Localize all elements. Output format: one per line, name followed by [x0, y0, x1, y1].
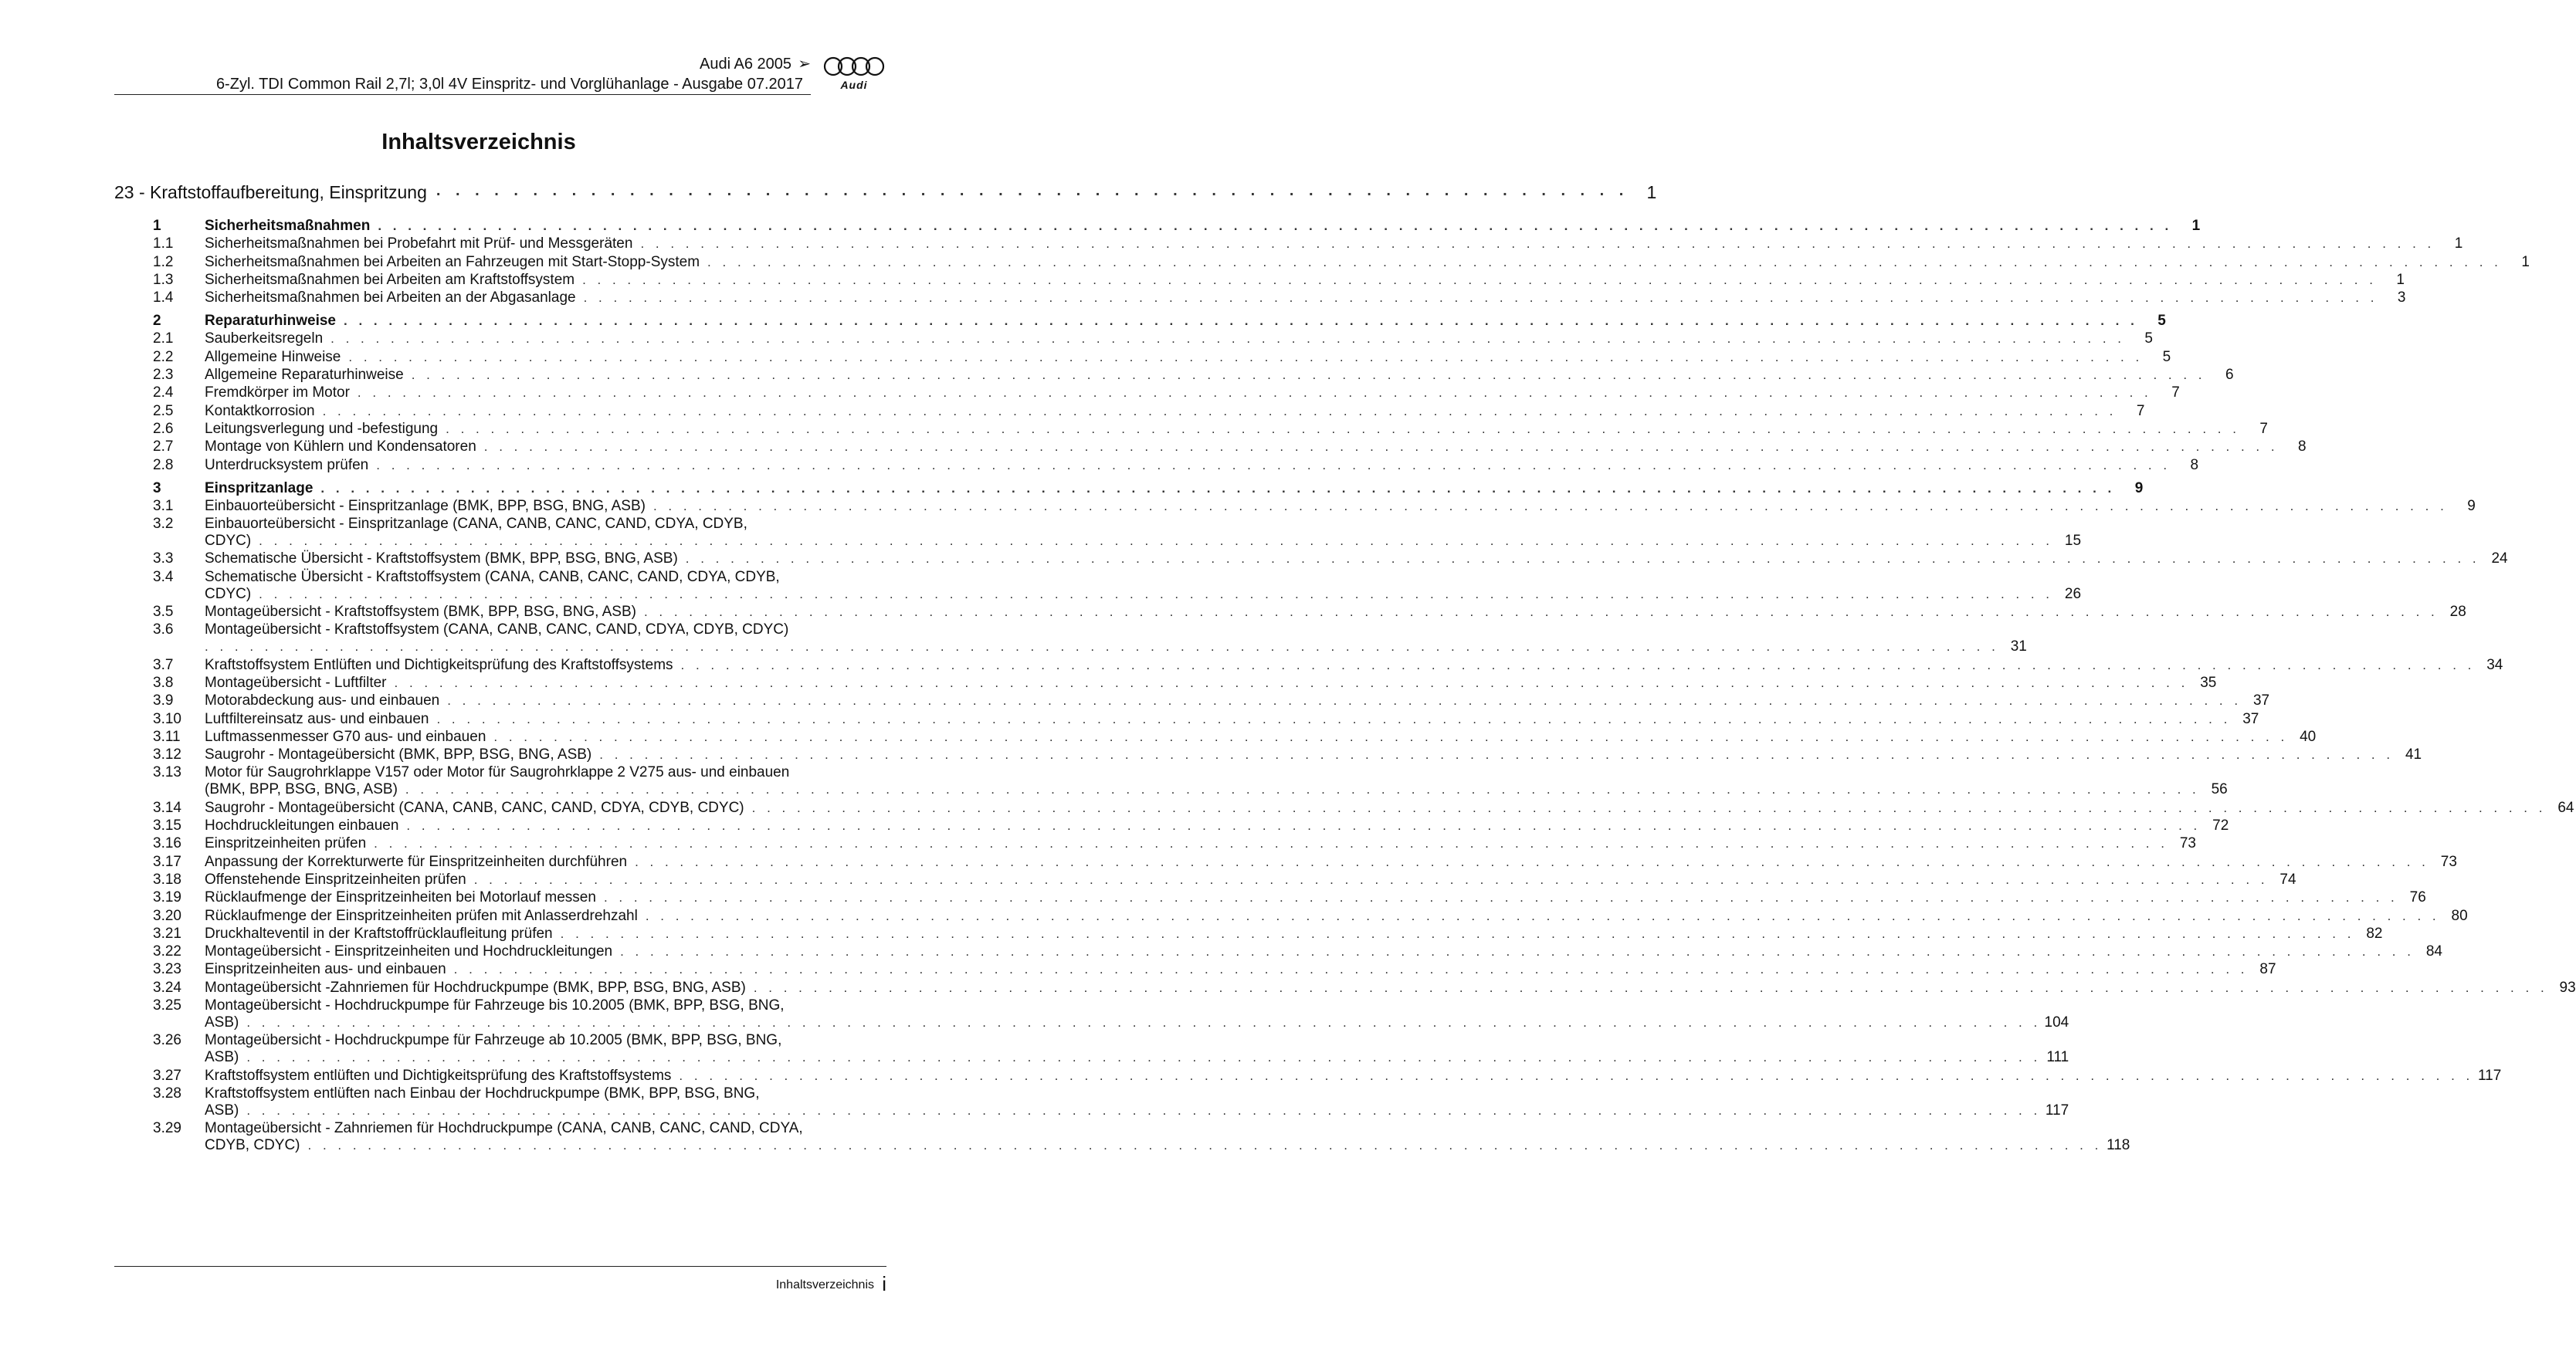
toc-entry[interactable] — [114, 1085, 2069, 1119]
toc-entry[interactable] — [114, 384, 2180, 401]
entry-page: 34 — [2486, 656, 2503, 673]
entry-number: 3.6 — [153, 621, 174, 638]
footer-label: Inhaltsverzeichnis — [775, 1278, 874, 1291]
entry-title: Saugrohr - Montageübersicht (BMK, BPP, BSG, BNG, ASB) — [205, 746, 592, 763]
toc-entry[interactable] — [114, 871, 2296, 889]
entry-title: Montageübersicht - Einspritzeinheiten und Hochdruckleitungen — [205, 943, 613, 960]
entry-number: 2.4 — [153, 384, 174, 401]
entry-number: 3.29 — [153, 1120, 181, 1137]
entry-title: Allgemeine Reparaturhinweise — [205, 367, 404, 384]
leader-dots: . . . . . . . . . . . . . . . . . . . . . . . . . . . . . . . . . . . . . . . . . . . . . . . . . . . . . . . . . . . . . . . . . . . . . . . . . . . . . . . . . . . . . . . . . . . . . . . . . . . . . . . . . . . . . . . . . . . . . . . . — [473, 872, 2269, 887]
toc-entry[interactable] — [114, 604, 2466, 621]
leader-dots: . . . . . . . . . . . . . . . . . . . . . . . . . . . . . . . . . . . . . . . . . . . . . . . . . . . . . . . . . . . . . . — [436, 182, 1629, 199]
entry-title: CDYB, CDYC) — [205, 1137, 300, 1154]
entry-title: Unterdrucksystem prüfen — [205, 456, 369, 473]
entry-page: 15 — [2064, 533, 2082, 550]
audi-logo — [822, 56, 886, 99]
entry-title: Montageübersicht - Kraftstoffsystem (BMK, BPP, BSG, BNG, ASB) — [205, 604, 636, 621]
toc-entry[interactable] — [114, 799, 2574, 817]
entry-number: 3.4 — [153, 568, 174, 585]
entry-number: 3.8 — [153, 674, 174, 691]
toc-entry[interactable] — [114, 289, 2406, 306]
entry-page: 3 — [2397, 289, 2406, 306]
leader-dots: . . . . . . . . . . . . . . . . . . . . . . . . . . . . . . . . . . . . . . . . . . . . . . . . . . . . . . . . . . . . . . . . . . . . . . . . . . . . . . . . . . . . . . . . . . . . . . . . . . . . . . . . . . . . . . . . . . . . . . . . — [635, 854, 2429, 869]
toc-entry[interactable] — [114, 438, 2307, 455]
toc-entries — [114, 218, 2576, 1154]
entry-title: Schematische Übersicht - Kraftstoffsystem (BMK, BPP, BSG, BNG, ASB) — [205, 550, 678, 567]
entry-number: 3.17 — [153, 853, 181, 870]
entry-page: 80 — [2451, 907, 2468, 924]
entry-title: Kraftstoffsystem Entlüften und Dichtigkeitsprüfung des Kraftstoffsystems — [205, 656, 673, 673]
entry-number: 1.3 — [153, 271, 174, 288]
toc-section[interactable] — [114, 218, 2201, 235]
entry-page: 1 — [2454, 235, 2463, 252]
toc-entry[interactable] — [114, 550, 2508, 567]
leader-dots: . . . . . . . . . . . . . . . . . . . . . . . . . . . . . . . . . . . . . . . . . . . . . . . . . . . . . . . . . . . . . . . . . . . . . . . . . . . . . . . . . . . . . . . . . . . . . . . . . . . . . . . . . . . . . . . . . . . . . . . . — [446, 421, 2240, 436]
entry-number: 1.1 — [153, 235, 174, 252]
entry-page: 74 — [2279, 871, 2296, 888]
entry-number: 2 — [153, 313, 161, 330]
entry-number: 3.24 — [153, 979, 181, 996]
entry-number: 2.5 — [153, 402, 174, 419]
chapter-page: 1 — [1646, 182, 1657, 202]
leader-dots: . . . . . . . . . . . . . . . . . . . . . . . . . . . . . . . . . . . . . . . . . . . . . . . . . . . . . . . . . . . . . . . . . . . . . . . . . . . . . . . . . . . . . . . . . . . . . . . . . . . . . . . . . . . . . . . . . . . . . . . . — [582, 272, 2377, 287]
toc-entry[interactable] — [114, 621, 2027, 655]
entry-title: Kraftstoffsystem entlüften und Dichtigkeitsprüfung des Kraftstoffsystems — [205, 1067, 672, 1084]
entry-page: 84 — [2425, 943, 2442, 960]
entry-page: 8 — [2298, 438, 2307, 455]
entry-title-line: Kraftstoffsystem entlüften nach Einbau der Hochdruckpumpe (BMK, BPP, BSG, BNG, — [205, 1085, 760, 1102]
entry-title: Druckhalteventil in der Kraftstoffrücklaufleitung prüfen — [205, 925, 553, 942]
footer-rule — [114, 1266, 886, 1267]
audi-wordmark: Audi — [840, 79, 868, 91]
entry-page: 117 — [2045, 1102, 2069, 1119]
entry-page: 73 — [2440, 853, 2457, 870]
entry-page: 26 — [2064, 585, 2082, 602]
entry-title: Einspritzeinheiten prüfen — [205, 835, 367, 852]
table-of-contents — [114, 182, 2576, 1154]
entry-title: Sicherheitsmaßnahmen bei Arbeiten am Kraftstoffsystem — [205, 271, 575, 288]
leader-dots: . . . . . . . . . . . . . . . . . . . . . . . . . . . . . . . . . . . . . . . . . . . . . . . . . . . . . . . . . . . . . . . . . . . . . . . . . . . . . . . . . . . . . . . . . . . . . . . . . . . . . . . . . . . . . . . . . . . . . . . . — [453, 962, 2249, 977]
leader-dots: . . . . . . . . . . . . . . . . . . . . . . . . . . . . . . . . . . . . . . . . . . . . . . . . . . . . . . . . . . . . . . . . . . . . . . . . . . . . . . . . . . . . . . . . . . . . . . . . . . . . . . . . . . . . . . . . . . . . . . . . — [406, 818, 2201, 834]
entry-page: 87 — [2259, 961, 2276, 978]
leader-dots: . . . . . . . . . . . . . . . . . . . . . . . . . . . . . . . . . . . . . . . . . . . . . . . . . . . . . . . . . . . . . . . . . . . . . . . . . . . . . . . . . . . . . . . . . . . . . . . . . . . . . . . . . . . . . . . . . . . . . . . . — [322, 403, 2117, 418]
entry-number: 3.7 — [153, 656, 174, 673]
toc-entry[interactable] — [114, 235, 2463, 252]
entry-number: 3.26 — [153, 1032, 181, 1049]
entry-title: Montage von Kühlern und Kondensatoren — [205, 438, 476, 455]
toc-entry[interactable] — [114, 710, 2259, 728]
leader-dots: . . . . . . . . . . . . . . . . . . . . . . . . . . . . . . . . . . . . . . . . . . . . . . . . . . . . . . . . . . . . . . . . . . . . . . . . . . . . . . . . . . . . . . . . . . . . . . . . . . . . . . . . . . . . . . . . . . . . . . . . — [483, 439, 2279, 455]
toc-entry[interactable] — [114, 853, 2457, 871]
entry-number: 2.8 — [153, 456, 174, 473]
entry-title: Kontaktkorrosion — [205, 402, 315, 419]
toc-entry[interactable] — [114, 979, 2576, 997]
entry-title: Sicherheitsmaßnahmen bei Arbeiten an der Abgasanlage — [205, 289, 576, 306]
entry-number: 3.16 — [153, 835, 181, 852]
entry-title: CDYC) — [205, 533, 252, 550]
toc-entry[interactable] — [114, 1067, 2502, 1085]
entry-title-line: Schematische Übersicht - Kraftstoffsystem (CANA, CANB, CANC, CAND, CDYA, CDYB, — [205, 568, 780, 585]
entry-title: Sicherheitsmaßnahmen bei Arbeiten an Fahrzeugen mit Start-Stopp-System — [205, 253, 700, 270]
entry-page: 72 — [2212, 817, 2229, 834]
leader-dots: . . . . . . . . . . . . . . . . . . . . . . . . . . . . . . . . . . . . . . . . . . . . . . . . . . . . . . . . . . . . . . . . . . . . . . . . . . . . . . . . . . . . . . . . . . . . . . . . . . . . . . . . . . . . . . . . . . . . . . . . — [405, 782, 2200, 797]
entry-number: 2.6 — [153, 420, 174, 437]
leader-dots: . . . . . . . . . . . . . . . . . . . . . . . . . . . . . . . . . . . . . . . . . . . . . . . . . . . . . . . . . . . . . . . . . . . . . . . . . . . . . . . . . . . . . . . . . . . . . . . . . . . . . . . . . . . . . . . . . . . . . . . . — [259, 533, 2054, 549]
leader-dots: . . . . . . . . . . . . . . . . . . . . . . . . . . . . . . . . . . . . . . . . . . . . . . . . . . . . . . . . . . . . . . . . . . . . . . . . . . . . . . . . . . . . . . . . . . . . . . . . . . . . . . . . . . . . . . . . . . . . . . . . — [307, 1138, 2103, 1153]
entry-page: 104 — [2044, 1014, 2069, 1031]
leader-dots: . . . . . . . . . . . . . . . . . . . . . . . . . . . . . . . . . . . . . . . . . . . . . . . . . . . . . . . . . . . . . . . . . . . . . . . . . . . . . . . . . . . . . . . . . . . . . . . . . . . . . . . . . . . . . . . . . . . . . . . . — [320, 480, 2116, 496]
entry-title: Saugrohr - Montageübersicht (CANA, CANB, CANC, CAND, CDYA, CDYB, CDYC) — [205, 799, 744, 816]
entry-page: 40 — [2300, 728, 2317, 745]
entry-title: Sauberkeitsregeln — [205, 330, 324, 347]
leader-dots: . . . . . . . . . . . . . . . . . . . . . . . . . . . . . . . . . . . . . . . . . . . . . . . . . . . . . . . . . . . . . . . . . . . . . . . . . . . . . . . . . . . . . . . . . . . . . . . . . . . . . . . . . . . . . . . . . . . . . . . . — [205, 639, 1999, 655]
entry-number: 3.2 — [153, 516, 174, 533]
entry-page: 1 — [2521, 253, 2530, 270]
leader-dots: . . . . . . . . . . . . . . . . . . . . . . . . . . . . . . . . . . . . . . . . . . . . . . . . . . . . . . . . . . . . . . . . . . . . . . . . . . . . . . . . . . . . . . . . . . . . . . . . . . . . . . . . . . . . . . . . . . . . . . . . — [645, 908, 2440, 923]
toc-entry[interactable] — [114, 889, 2426, 906]
entry-number: 1 — [153, 218, 161, 234]
entry-page: 76 — [2409, 889, 2426, 906]
entry-title: Fremdkörper im Motor — [205, 384, 350, 401]
toc-entry[interactable] — [114, 961, 2276, 978]
entry-page: 9 — [2467, 497, 2476, 514]
entry-page: 28 — [2449, 604, 2466, 621]
entry-page: 41 — [2405, 746, 2422, 763]
leader-dots: . . . . . . . . . . . . . . . . . . . . . . . . . . . . . . . . . . . . . . . . . . . . . . . . . . . . . . . . . . . . . . . . . . . . . . . . . . . . . . . . . . . . . . . . . . . . . . . . . . . . . . . . . . . . . . . . . . . . . . . . — [753, 980, 2548, 995]
toc-entry[interactable] — [114, 348, 2171, 366]
entry-page: 9 — [2134, 479, 2144, 496]
leader-dots: . . . . . . . . . . . . . . . . . . . . . . . . . . . . . . . . . . . . . . . . . . . . . . . . . . . . . . . . . . . . . . . . . . . . . . . . . . . . . . . . . . . . . . . . . . . . . . . . . . . . . . . . . . . . . . . . . . . . . . . . — [707, 254, 2502, 269]
leader-dots: . . . . . . . . . . . . . . . . . . . . . . . . . . . . . . . . . . . . . . . . . . . . . . . . . . . . . . . . . . . . . . . . . . . . . . . . . . . . . . . . . . . . . . . . . . . . . . . . . . . . . . . . . . . . . . . . . . . . . . . . — [620, 944, 2415, 960]
entry-number: 3.20 — [153, 907, 181, 924]
entry-title: CDYC) — [205, 585, 252, 602]
toc-entry[interactable] — [114, 907, 2468, 925]
entry-title: Motorabdeckung aus- und einbauen — [205, 692, 440, 709]
header-rule — [114, 94, 811, 95]
entry-page: 64 — [2557, 799, 2574, 816]
entry-page: 31 — [2010, 638, 2027, 655]
toc-entry[interactable] — [114, 1032, 2069, 1066]
entry-title: Hochdruckleitungen einbauen — [205, 817, 399, 834]
leader-dots: . . . . . . . . . . . . . . . . . . . . . . . . . . . . . . . . . . . . . . . . . . . . . . . . . . . . . . . . . . . . . . . . . . . . . . . . . . . . . . . . . . . . . . . . . . . . . . . . . . . . . . . . . . . . . . . . . . . . . . . . — [344, 313, 2138, 329]
entry-number: 3.23 — [153, 961, 181, 978]
entry-number: 3.22 — [153, 943, 181, 960]
entry-page: 56 — [2211, 781, 2228, 798]
entry-title: Rücklaufmenge der Einspritzeinheiten bei Motorlauf messen — [205, 889, 596, 906]
entry-page: 6 — [2225, 367, 2234, 384]
leader-dots: . . . . . . . . . . . . . . . . . . . . . . . . . . . . . . . . . . . . . . . . . . . . . . . . . . . . . . . . . . . . . . . . . . . . . . . . . . . . . . . . . . . . . . . . . . . . . . . . . . . . . . . . . . . . . . . . . . . . . . . . — [376, 457, 2171, 472]
entry-title: Sicherheitsmaßnahmen bei Probefahrt mit Prüf- und Messgeräten — [205, 235, 633, 252]
leader-dots: . . . . . . . . . . . . . . . . . . . . . . . . . . . . . . . . . . . . . . . . . . . . . . . . . . . . . . . . . . . . . . . . . . . . . . . . . . . . . . . . . . . . . . . . . . . . . . . . . . . . . . . . . . . . . . . . . . . . . . . . — [246, 1050, 2042, 1065]
entry-page: 73 — [2179, 835, 2196, 852]
entry-title-line: Einbauorteübersicht - Einspritzanlage (CANA, CANB, CANC, CAND, CDYA, CDYB, — [205, 516, 747, 533]
leader-dots: . . . . . . . . . . . . . . . . . . . . . . . . . . . . . . . . . . . . . . . . . . . . . . . . . . . . . . . . . . . . . . . . . . . . . . . . . . . . . . . . . . . . . . . . . . . . . . . . . . . . . . . . . . . . . . . . . . . . . . . . — [493, 729, 2289, 744]
leader-dots: . . . . . . . . . . . . . . . . . . . . . . . . . . . . . . . . . . . . . . . . . . . . . . . . . . . . . . . . . . . . . . . . . . . . . . . . . . . . . . . . . . . . . . . . . . . . . . . . . . . . . . . . . . . . . . . . . . . . . . . . — [652, 498, 2448, 513]
footer-page-number: i — [882, 1272, 886, 1295]
entry-number: 2.7 — [153, 438, 174, 455]
entry-number: 3.14 — [153, 799, 181, 816]
entry-page: 37 — [2242, 710, 2259, 727]
leader-dots: . . . . . . . . . . . . . . . . . . . . . . . . . . . . . . . . . . . . . . . . . . . . . . . . . . . . . . . . . . . . . . . . . . . . . . . . . . . . . . . . . . . . . . . . . . . . . . . . . . . . . . . . . . . . . . . . . . . . . . . . — [357, 385, 2152, 401]
entry-number: 3.3 — [153, 550, 174, 567]
entry-number: 1.2 — [153, 253, 174, 270]
toc-chapter[interactable] — [114, 182, 1657, 218]
entry-title: Rücklaufmenge der Einspritzeinheiten prüfen mit Anlasserdrehzahl — [205, 907, 638, 924]
toc-entry[interactable] — [114, 835, 2196, 852]
leader-dots: . . . . . . . . . . . . . . . . . . . . . . . . . . . . . . . . . . . . . . . . . . . . . . . . . . . . . . . . . . . . . . . . . . . . . . . . . . . . . . . . . . . . . . . . . . . . . . . . . . . . . . . . . . . . . . . . . . . . . . . . — [679, 1068, 2474, 1083]
leader-dots: . . . . . . . . . . . . . . . . . . . . . . . . . . . . . . . . . . . . . . . . . . . . . . . . . . . . . . . . . . . . . . . . . . . . . . . . . . . . . . . . . . . . . . . . . . . . . . . . . . . . . . . . . . . . . . . . . . . . . . . . — [447, 693, 2242, 709]
entry-number: 3.21 — [153, 925, 181, 942]
toc-section[interactable] — [114, 313, 2166, 330]
toc-entry[interactable] — [114, 516, 2082, 550]
toc-entry[interactable] — [114, 943, 2442, 960]
entry-number: 3.25 — [153, 997, 181, 1014]
leader-dots: . . . . . . . . . . . . . . . . . . . . . . . . . . . . . . . . . . . . . . . . . . . . . . . . . . . . . . . . . . . . . . . . . . . . . . . . . . . . . . . . . . . . . . . . . . . . . . . . . . . . . . . . . . . . . . . . . . . . . . . . — [246, 1014, 2042, 1030]
toc-entry[interactable] — [114, 674, 2217, 692]
leader-dots: . . . . . . . . . . . . . . . . . . . . . . . . . . . . . . . . . . . . . . . . . . . . . . . . . . . . . . . . . . . . . . . . . . . . . . . . . . . . . . . . . . . . . . . . . . . . . . . . . . . . . . . . . . . . . . . . . . . . . . . . — [643, 604, 2439, 620]
entry-title-line: Montageübersicht - Hochdruckpumpe für Fahrzeuge ab 10.2005 (BMK, BPP, BSG, BNG, — [205, 1032, 782, 1049]
entry-number: 2.3 — [153, 367, 174, 384]
entry-number: 1.4 — [153, 289, 174, 306]
entry-page: 7 — [2171, 384, 2180, 401]
entry-title: Leitungsverlegung und -befestigung — [205, 420, 439, 437]
leader-dots: . . . . . . . . . . . . . . . . . . . . . . . . . . . . . . . . . . . . . . . . . . . . . . . . . . . . . . . . . . . . . . . . . . . . . . . . . . . . . . . . . . . . . . . . . . . . . . . . . . . . . . . . . . . . . . . . . . . . . . . . — [680, 657, 2476, 672]
leader-dots: . . . . . . . . . . . . . . . . . . . . . . . . . . . . . . . . . . . . . . . . . . . . . . . . . . . . . . . . . . . . . . . . . . . . . . . . . . . . . . . . . . . . . . . . . . . . . . . . . . . . . . . . . . . . . . . . . . . . . . . . — [348, 349, 2144, 364]
entry-title: Luftfiltereinsatz aus- und einbauen — [205, 710, 429, 727]
entry-title: ASB) — [205, 1049, 239, 1066]
audi-rings-icon — [822, 56, 886, 77]
entry-page: 5 — [2157, 313, 2166, 330]
toc-entry[interactable] — [114, 420, 2268, 438]
toc-entry[interactable] — [114, 997, 2069, 1031]
entry-number: 3.5 — [153, 604, 174, 621]
entry-page: 7 — [2136, 402, 2145, 419]
entry-number: 3 — [153, 479, 161, 496]
toc-entry[interactable] — [114, 568, 2082, 603]
leader-dots: . . . . . . . . . . . . . . . . . . . . . . . . . . . . . . . . . . . . . . . . . . . . . . . . . . . . . . . . . . . . . . . . . . . . . . . . . . . . . . . . . . . . . . . . . . . . . . . . . . . . . . . . . . . . . . . . . . . . . . . . — [330, 331, 2125, 347]
entry-page: 1 — [2191, 218, 2201, 234]
leader-dots: . . . . . . . . . . . . . . . . . . . . . . . . . . . . . . . . . . . . . . . . . . . . . . . . . . . . . . . . . . . . . . . . . . . . . . . . . . . . . . . . . . . . . . . . . . . . . . . . . . . . . . . . . . . . . . . . . . . . . . . . — [411, 367, 2206, 383]
toc-entry[interactable] — [114, 497, 2476, 515]
entry-title: Einspritzanlage — [205, 479, 314, 496]
entry-title: Einbauorteübersicht - Einspritzanlage (BMK, BPP, BSG, BNG, ASB) — [205, 497, 646, 514]
entry-page: 93 — [2559, 979, 2576, 996]
leader-dots: . . . . . . . . . . . . . . . . . . . . . . . . . . . . . . . . . . . . . . . . . . . . . . . . . . . . . . . . . . . . . . . . . . . . . . . . . . . . . . . . . . . . . . . . . . . . . . . . . . . . . . . . . . . . . . . . . . . . . . . . — [685, 551, 2480, 567]
leader-dots: . . . . . . . . . . . . . . . . . . . . . . . . . . . . . . . . . . . . . . . . . . . . . . . . . . . . . . . . . . . . . . . . . . . . . . . . . . . . . . . . . . . . . . . . . . . . . . . . . . . . . . . . . . . . . . . . . . . . . . . . — [378, 218, 2173, 233]
entry-title-line: Montageübersicht - Hochdruckpumpe für Fahrzeuge bis 10.2005 (BMK, BPP, BSG, BNG, — [205, 997, 785, 1014]
entry-number: 3.1 — [153, 497, 174, 514]
leader-dots: . . . . . . . . . . . . . . . . . . . . . . . . . . . . . . . . . . . . . . . . . . . . . . . . . . . . . . . . . . . . . . . . . . . . . . . . . . . . . . . . . . . . . . . . . . . . . . . . . . . . . . . . . . . . . . . . . . . . . . . . — [394, 675, 2189, 690]
toc-entry[interactable] — [114, 456, 2199, 474]
chapter-title: 23 - Kraftstoffaufbereitung, Einspritzung — [114, 182, 427, 202]
entry-title-line: Montageübersicht - Kraftstoffsystem (CANA, CANB, CANC, CAND, CDYA, CDYB, CDYC) — [205, 621, 789, 638]
entry-number: 3.28 — [153, 1085, 181, 1102]
toc-entry[interactable] — [114, 925, 2383, 943]
entry-page: 1 — [2396, 271, 2405, 288]
header-model: Audi A6 2005 — [700, 56, 791, 73]
leader-dots: . . . . . . . . . . . . . . . . . . . . . . . . . . . . . . . . . . . . . . . . . . . . . . . . . . . . . . . . . . . . . . . . . . . . . . . . . . . . . . . . . . . . . . . . . . . . . . . . . . . . . . . . . . . . . . . . . . . . . . . . — [751, 800, 2547, 815]
entry-number: 2.1 — [153, 330, 174, 347]
entry-number: 3.11 — [153, 728, 181, 745]
leader-dots: . . . . . . . . . . . . . . . . . . . . . . . . . . . . . . . . . . . . . . . . . . . . . . . . . . . . . . . . . . . . . . . . . . . . . . . . . . . . . . . . . . . . . . . . . . . . . . . . . . . . . . . . . . . . . . . . . . . . . . . . — [436, 711, 2232, 726]
entry-number: 3.18 — [153, 871, 181, 888]
entry-title-line: Montageübersicht - Zahnriemen für Hochdruckpumpe (CANA, CANB, CANC, CAND, CDYA, — [205, 1120, 803, 1137]
toc-section[interactable] — [114, 479, 2144, 497]
toc-entry[interactable] — [114, 746, 2422, 763]
leader-dots: . . . . . . . . . . . . . . . . . . . . . . . . . . . . . . . . . . . . . . . . . . . . . . . . . . . . . . . . . . . . . . . . . . . . . . . . . . . . . . . . . . . . . . . . . . . . . . . . . . . . . . . . . . . . . . . . . . . . . . . . — [374, 836, 2168, 851]
entry-title-line: Motor für Saugrohrklappe V157 oder Motor für Saugrohrklappe 2 V275 aus- und einbauen — [205, 764, 790, 781]
toc-entry[interactable] — [114, 656, 2503, 674]
entry-number: 3.10 — [153, 710, 181, 727]
entry-number: 3.19 — [153, 889, 181, 906]
entry-title: Anpassung der Korrekturwerte für Einspritzeinheiten durchführen — [205, 853, 628, 870]
arrow-icon: ➢ — [798, 56, 811, 73]
toc-entry[interactable] — [114, 692, 2270, 709]
entry-title: Montageübersicht - Luftfilter — [205, 674, 387, 691]
entry-page: 24 — [2491, 550, 2508, 567]
entry-number: 3.15 — [153, 817, 181, 834]
entry-page: 7 — [2259, 420, 2268, 437]
toc-entry[interactable] — [114, 367, 2234, 384]
entry-number: 3.12 — [153, 746, 181, 763]
leader-dots: . . . . . . . . . . . . . . . . . . . . . . . . . . . . . . . . . . . . . . . . . . . . . . . . . . . . . . . . . . . . . . . . . . . . . . . . . . . . . . . . . . . . . . . . . . . . . . . . . . . . . . . . . . . . . . . . . . . . . . . . — [599, 747, 2395, 763]
entry-page: 118 — [2107, 1137, 2130, 1154]
entry-title: Offenstehende Einspritzeinheiten prüfen — [205, 871, 466, 888]
toc-entry[interactable] — [114, 402, 2145, 420]
leader-dots: . . . . . . . . . . . . . . . . . . . . . . . . . . . . . . . . . . . . . . . . . . . . . . . . . . . . . . . . . . . . . . . . . . . . . . . . . . . . . . . . . . . . . . . . . . . . . . . . . . . . . . . . . . . . . . . . . . . . . . . . — [583, 290, 2378, 306]
entry-page: 35 — [2200, 674, 2217, 691]
header-subtitle: 6-Zyl. TDI Common Rail 2,7l; 3,0l 4V Einspritz- und Vorglühanlage - Ausgabe 07.2017 — [215, 76, 803, 93]
entry-title: Einspritzeinheiten aus- und einbauen — [205, 961, 446, 978]
toc-entry[interactable] — [114, 817, 2229, 834]
entry-title: Montageübersicht -Zahnriemen für Hochdruckpumpe (BMK, BPP, BSG, BNG, ASB) — [205, 979, 746, 996]
entry-number: 3.9 — [153, 692, 174, 709]
entry-page: 5 — [2144, 330, 2153, 347]
entry-title: Sicherheitsmaßnahmen — [205, 218, 371, 234]
entry-number: 3.13 — [153, 764, 181, 781]
entry-title: Allgemeine Hinweise — [205, 348, 341, 365]
toc-entry[interactable] — [114, 1120, 2130, 1154]
toc-entry[interactable] — [114, 271, 2405, 289]
entry-title: (BMK, BPP, BSG, BNG, ASB) — [205, 781, 398, 798]
leader-dots: . . . . . . . . . . . . . . . . . . . . . . . . . . . . . . . . . . . . . . . . . . . . . . . . . . . . . . . . . . . . . . . . . . . . . . . . . . . . . . . . . . . . . . . . . . . . . . . . . . . . . . . . . . . . . . . . . . . . . . . . — [603, 890, 2398, 905]
entry-page: 117 — [2477, 1067, 2502, 1084]
entry-title: ASB) — [205, 1014, 239, 1031]
toc-entry[interactable] — [114, 330, 2153, 347]
entry-page: 8 — [2190, 456, 2199, 473]
leader-dots: . . . . . . . . . . . . . . . . . . . . . . . . . . . . . . . . . . . . . . . . . . . . . . . . . . . . . . . . . . . . . . . . . . . . . . . . . . . . . . . . . . . . . . . . . . . . . . . . . . . . . . . . . . . . . . . . . . . . . . . . — [259, 586, 2054, 601]
toc-entry[interactable] — [114, 728, 2317, 746]
entry-title: Luftmassenmesser G70 aus- und einbauen — [205, 728, 486, 745]
entry-number: 2.2 — [153, 348, 174, 365]
entry-page: 82 — [2366, 925, 2383, 942]
entry-page: 111 — [2046, 1049, 2069, 1066]
entry-page: 5 — [2162, 348, 2171, 365]
toc-entry[interactable] — [114, 764, 2228, 798]
toc-entry[interactable] — [114, 253, 2530, 271]
entry-title: Reparaturhinweise — [205, 313, 336, 330]
entry-title: ASB) — [205, 1102, 239, 1119]
page-title: Inhaltsverzeichnis — [381, 130, 576, 154]
leader-dots: . . . . . . . . . . . . . . . . . . . . . . . . . . . . . . . . . . . . . . . . . . . . . . . . . . . . . . . . . . . . . . . . . . . . . . . . . . . . . . . . . . . . . . . . . . . . . . . . . . . . . . . . . . . . . . . . . . . . . . . . — [246, 1102, 2042, 1118]
leader-dots: . . . . . . . . . . . . . . . . . . . . . . . . . . . . . . . . . . . . . . . . . . . . . . . . . . . . . . . . . . . . . . . . . . . . . . . . . . . . . . . . . . . . . . . . . . . . . . . . . . . . . . . . . . . . . . . . . . . . . . . . — [640, 236, 2435, 252]
entry-number: 3.27 — [153, 1067, 181, 1084]
entry-page: 37 — [2252, 692, 2270, 709]
leader-dots: . . . . . . . . . . . . . . . . . . . . . . . . . . . . . . . . . . . . . . . . . . . . . . . . . . . . . . . . . . . . . . . . . . . . . . . . . . . . . . . . . . . . . . . . . . . . . . . . . . . . . . . . . . . . . . . . . . . . . . . . — [560, 926, 2355, 941]
